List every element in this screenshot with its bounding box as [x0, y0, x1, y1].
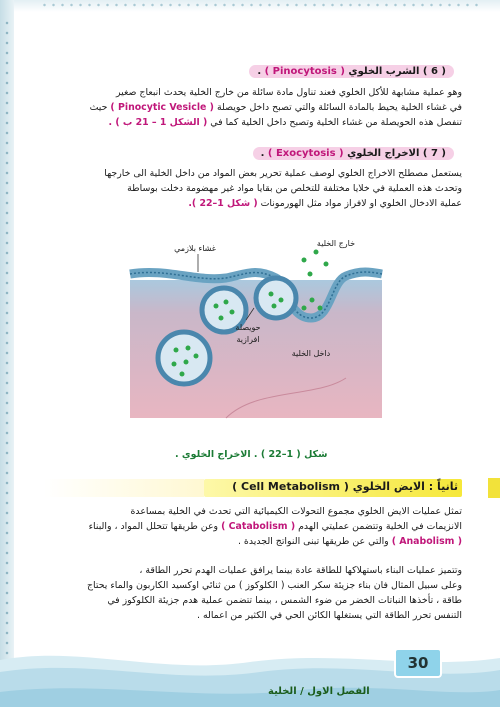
- page-number: 30: [394, 648, 442, 678]
- text-line: [44, 519, 462, 534]
- heading-english: ( Exocytosis ): [267, 148, 344, 159]
- label-inside-cell: داخل الخلية: [291, 349, 331, 358]
- vesicle-2: [256, 278, 296, 318]
- exocytosis-figure: [126, 238, 386, 428]
- text-line: وتحدث هذه العملية في خلايا مختلفة للتخلص من بقايا مواد غير مهضومة دخلت بوساطة: [127, 183, 462, 194]
- heading-number: ( 6 ): [422, 66, 446, 77]
- label-outside-cell: خارج الخلية: [316, 239, 356, 248]
- particle: [219, 316, 224, 321]
- heading-arabic: الاخراج الخلوي: [347, 148, 420, 159]
- text-line: [44, 196, 462, 211]
- text-line: التنفس تحرر الطاقة التي يستغلها الكائن الحي في الكثير من اعماله .: [196, 610, 462, 621]
- heading-end: .: [260, 148, 265, 159]
- particle: [272, 304, 277, 309]
- section-header-fade: [44, 479, 204, 497]
- text-line: وهو عملية مشابهة للأكل الخلوي فعند تناول مادة سائلة من خارج الخلية يحدث انبعاج صغير: [115, 87, 462, 98]
- text-span: حيث: [89, 102, 108, 113]
- particle: [186, 346, 191, 351]
- released-particle: [318, 306, 323, 311]
- particle: [224, 300, 229, 305]
- particle: [269, 292, 274, 297]
- heading-pinocytosis: [249, 65, 454, 78]
- top-border-pattern: [40, 2, 480, 8]
- text-line: طاقة ، تأخذها النباتات الخضر من ضوء الشمس ، بينما تتضمن عملية هدم جزيئة الكلوكوز في: [107, 595, 462, 606]
- text-line: وتتميز عمليات البناء باستهلاكها للطاقة عادة بينما يرافق عمليات الهدم تحرر الطاقة ،: [139, 565, 462, 576]
- label-secretory: افرازية: [236, 335, 260, 344]
- particle: [279, 298, 284, 303]
- heading-exocytosis: [253, 147, 454, 160]
- text-span: في غشاء الخلية يحيط بالمادة السائلة والتي تصبح داخل حويصلة: [216, 102, 462, 113]
- released-particle: [314, 250, 319, 255]
- released-particle: [302, 306, 307, 311]
- heading-end: .: [257, 66, 262, 77]
- term-highlight: ( Catabolism ): [221, 521, 296, 532]
- section-title-arabic: ثانياً : الايض الخلوي: [352, 480, 458, 493]
- particle: [180, 372, 185, 377]
- text-line: [44, 100, 462, 115]
- heading-english: ( Pinocytosis ): [264, 66, 345, 77]
- paragraph-exocytosis: [44, 166, 462, 211]
- particle: [184, 360, 189, 365]
- section-title: [232, 480, 458, 493]
- section-edge-mark: [488, 478, 500, 498]
- left-border-pattern: [3, 18, 11, 688]
- released-particle: [308, 272, 313, 277]
- text-line: يستعمل مصطلح الاخراج الخلوي لوصف عملية تحرير بعض المواد من داخل الخلية الى خارجها: [104, 168, 462, 179]
- figure-caption: شكل ( 1–22 ) . الاخراج الخلوي .: [175, 449, 328, 460]
- section-header: [42, 477, 462, 499]
- label-plasma-membrane: غشاء بلازمي: [174, 244, 216, 253]
- chapter-footer: الفصل الاول / الخلية: [268, 686, 370, 697]
- text-line: وعلى سبيل المثال فان بناء جزيئة سكر العنب ( الكلوكوز ) من ثنائي اوكسيد الكاربون والماء يحتاج: [86, 580, 462, 591]
- text-line: [44, 534, 462, 549]
- text-span: تنفصل هذه الحويصلة من غشاء الخلية وتصبح داخل الخلية كما في: [210, 117, 462, 128]
- text-span: الانزيمات في الخلية وتتضمن عمليتي الهدم: [298, 521, 462, 532]
- top-border: [0, 0, 500, 12]
- released-particle: [324, 262, 329, 267]
- label-vesicle: حويصلة: [235, 323, 261, 332]
- released-particle: [310, 298, 315, 303]
- text-span: وعن طريقها تتحلل المواد ، والبناء: [88, 521, 219, 532]
- particle: [174, 348, 179, 353]
- paragraph-metabolism: [44, 504, 462, 549]
- figure-reference: ( شكل 1–22 ).: [188, 198, 258, 209]
- text-span: والتي عن طريقها تبنى النواتج الجديدة .: [237, 536, 389, 547]
- term-highlight: ( Pinocytic Vesicle ): [110, 102, 214, 113]
- text-line: تمثل عمليات الايض الخلوي مجموع التحولات الكيميائية التي تحدث في الخلية بمساعدة: [130, 506, 462, 517]
- left-border: [0, 0, 14, 707]
- figure-reference: ( الشكل 1 – 21 ب ) .: [108, 117, 208, 128]
- particle: [172, 362, 177, 367]
- text-line: [44, 115, 462, 130]
- particle: [230, 310, 235, 315]
- paragraph-pinocytosis: [44, 85, 462, 130]
- released-particle: [302, 258, 307, 263]
- term-highlight: ( Anabolism ): [391, 536, 462, 547]
- heading-number: ( 7 ): [422, 148, 446, 159]
- particle: [214, 304, 219, 309]
- vesicle-3: [158, 332, 210, 384]
- text-span: عملية الادخال الخلوي او لافراز مواد مثل الهورمونات: [260, 198, 462, 209]
- section-title-english: ( Cell Metabolism ): [232, 480, 349, 493]
- paragraph-metabolism-2: [44, 563, 462, 623]
- particle: [194, 354, 199, 359]
- heading-arabic: الشرب الخلوي: [348, 66, 420, 77]
